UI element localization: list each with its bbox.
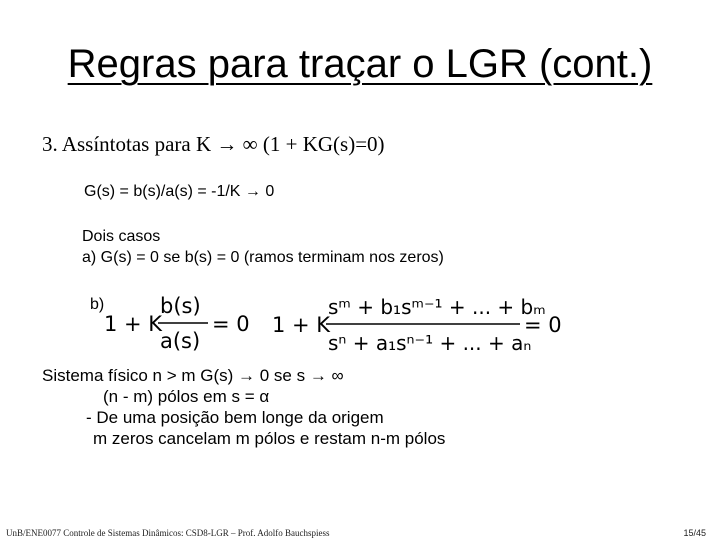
equation-left: [104, 290, 250, 356]
eq-right-equals: = 0: [524, 313, 562, 337]
physical-system-line: Sistema físico n > m G(s) → 0 se s → ∞: [42, 366, 344, 385]
equation-right: [272, 290, 572, 356]
eq-left-numerator: b(s): [160, 294, 201, 318]
g-of-s-line: G(s) = b(s)/a(s) = -1/K → 0: [84, 183, 275, 200]
footer-text: UnB/ENE0077 Controle de Sistemas Dinâmicos: CSD8-LGR – Prof. Adolfo Bauchspiess: [6, 528, 330, 538]
poles-line: (n - m) pólos em s = α: [103, 387, 270, 406]
zeros-cancel-line: m zeros cancelam m pólos e restam n-m pólos: [93, 429, 446, 448]
eq-right-one-plus-k: 1 + K: [272, 313, 331, 337]
rule-3-heading: 3. Assíntotas para K → ∞ (1 + KG(s)=0): [42, 132, 385, 156]
far-position-line: - De uma posição bem longe da origem: [86, 408, 384, 427]
case-a-text: a) G(s) = 0 se b(s) = 0 (ramos terminam nos zeros): [82, 249, 444, 266]
eq-left-denominator: a(s): [160, 329, 201, 353]
case-b-label: b): [90, 296, 105, 313]
slide-title: Regras para traçar o LGR (cont.): [67, 42, 653, 86]
eq-left-equals: = 0: [212, 312, 250, 336]
eq-right-denominator: sⁿ + a₁sⁿ⁻¹ + ... + aₙ: [328, 331, 532, 355]
two-cases-label: Dois casos: [82, 228, 161, 245]
eq-left-one-plus-k: 1 + K: [104, 312, 163, 336]
eq-right-numerator: sᵐ + b₁sᵐ⁻¹ + ... + bₘ: [328, 295, 546, 319]
page-number: 15/45: [683, 528, 706, 538]
